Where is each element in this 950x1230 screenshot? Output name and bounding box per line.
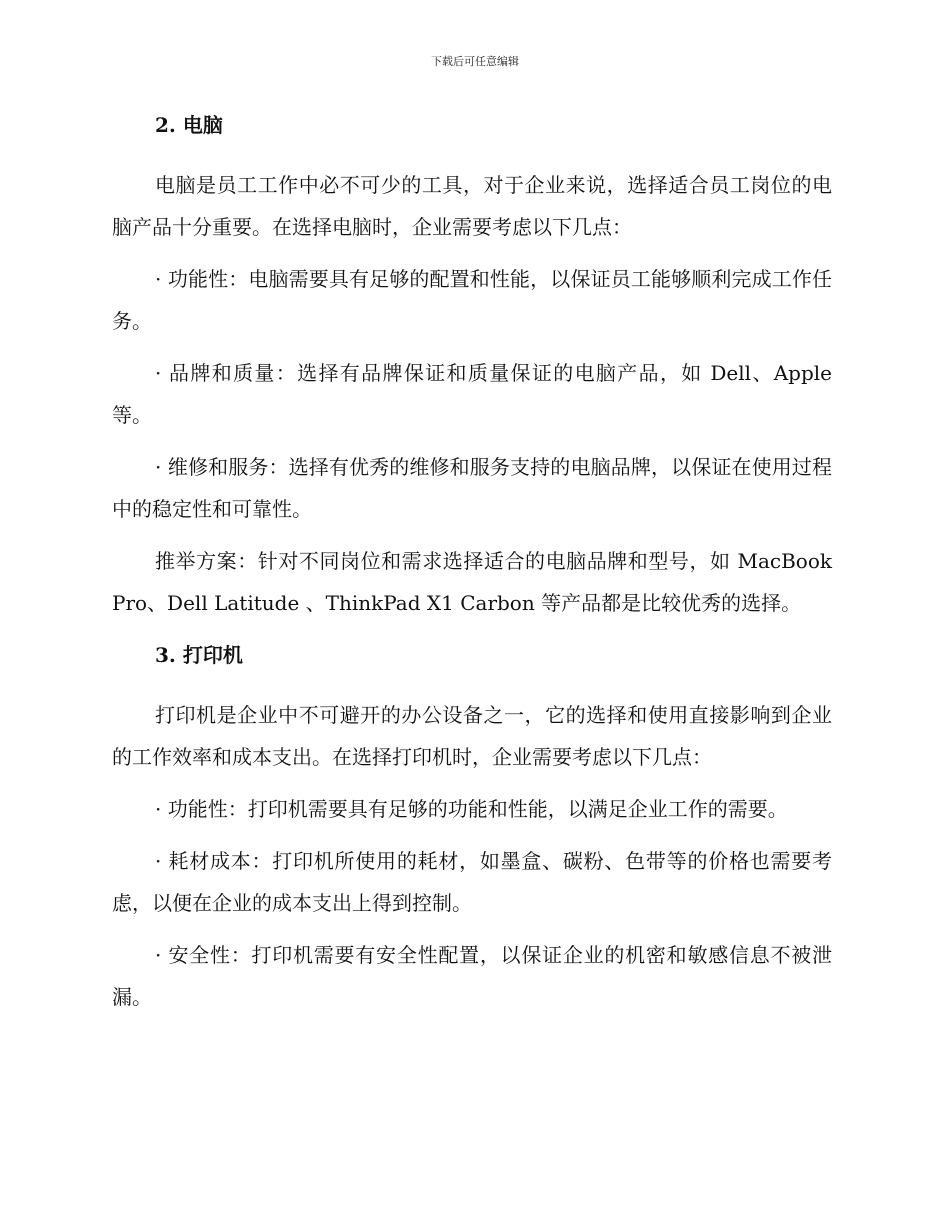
bullet-computer-functionality: · 功能性：电脑需要具有足够的配置和性能，以保证员工能够顺利完成工作任务。 [112,267,832,333]
paragraph-computer-intro: 电脑是员工工作中必不可少的工具，对于企业来说，选择适合员工岗位的电脑产品十分重要。在选择电脑时，企业需要考虑以下几点： [112,173,832,239]
bullet-computer-brand-quality: · 品牌和质量：选择有品牌保证和质量保证的电脑产品，如 Dell、Apple 等。 [112,361,832,427]
bullet-printer-security: · 安全性：打印机需要有安全性配置，以保证企业的机密和敏感信息不被泄漏。 [112,943,832,1009]
paragraph-computer-recommendation: 推举方案：针对不同岗位和需求选择适合的电脑品牌和型号，如 MacBook Pro、Dell Latitude 、ThinkPad X1 Carbon 等产品都是比较优秀的选择。 [112,549,832,615]
section-heading-computer: 2. 电脑 [155,113,223,137]
paragraph-printer-intro: 打印机是企业中不可避开的办公设备之一，它的选择和使用直接影响到企业的工作效率和成本支出。在选择打印机时，企业需要考虑以下几点： [112,703,832,769]
page-header: 下载后可任意编辑 [431,55,519,68]
bullet-printer-functionality: · 功能性：打印机需要具有足够的功能和性能，以满足企业工作的需要。 [155,797,788,821]
document-body [112,104,832,1028]
bullet-printer-consumables-cost: · 耗材成本：打印机所使用的耗材，如墨盒、碳粉、色带等的价格也需要考虑，以便在企业的成本支出上得到控制。 [112,849,832,915]
bullet-computer-service: · 维修和服务：选择有优秀的维修和服务支持的电脑品牌，以保证在使用过程中的稳定性和可靠性。 [112,455,832,521]
section-heading-printer: 3. 打印机 [155,643,243,667]
